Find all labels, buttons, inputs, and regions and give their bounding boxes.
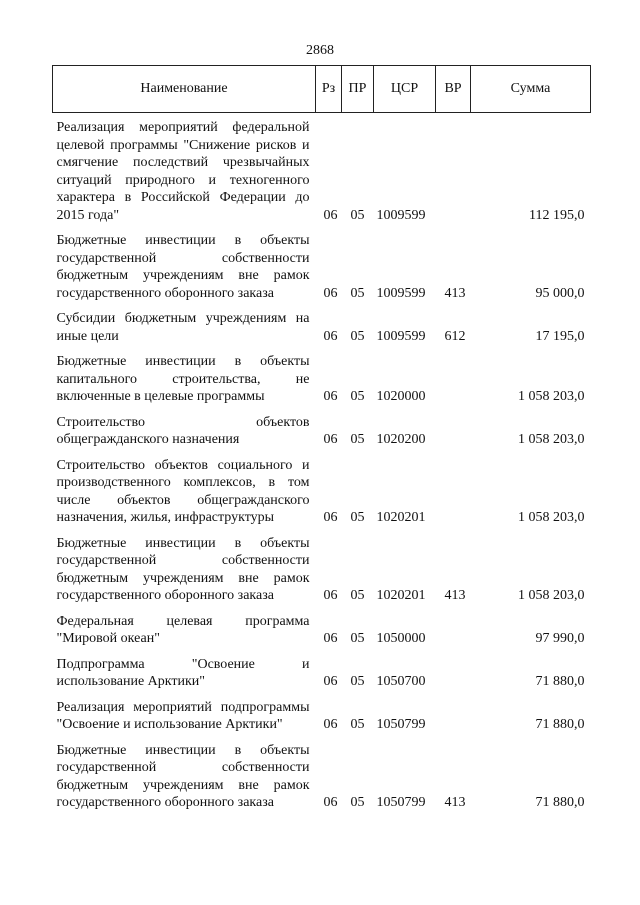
table-body (53, 113, 591, 820)
row-vr (436, 353, 471, 414)
row-pr: 05 (350, 285, 365, 301)
row-pr: 05 (350, 432, 365, 447)
row-vr (436, 457, 471, 535)
row-vr (436, 699, 471, 742)
row-rz: 06 (323, 285, 338, 301)
row-rz: 06 (323, 389, 338, 404)
row-sum: 1 058 203,0 (518, 510, 585, 525)
row-name: Строительство объектов общегражданского назначения (56, 414, 310, 447)
row-pr: 05 (350, 510, 365, 525)
table-row (53, 613, 591, 656)
table-row (53, 535, 591, 613)
row-name: Подпрограмма "Освоение и использование Арктики" (56, 656, 310, 689)
row-rz: 06 (323, 510, 338, 525)
row-rz: 06 (323, 328, 338, 344)
table-header (53, 66, 591, 113)
row-rz: 06 (323, 588, 338, 603)
row-name: Бюджетные инвестиции в объекты государственной собственности бюджетным учреждениям вне рамок государственного оборонного заказа (56, 535, 310, 603)
row-vr: 413 (444, 588, 466, 603)
row-vr (436, 656, 471, 699)
row-rz: 06 (323, 432, 338, 447)
row-sum: 1 058 203,0 (518, 389, 585, 404)
row-sum: 71 880,0 (535, 717, 585, 732)
row-sum: 97 990,0 (535, 631, 585, 646)
row-pr: 05 (350, 207, 365, 223)
table-row (53, 113, 591, 233)
row-pr: 05 (350, 717, 365, 732)
header-sum: Сумма (471, 66, 591, 113)
row-sum: 71 880,0 (535, 674, 585, 689)
table-row (53, 353, 591, 414)
row-name: Федеральная целевая программа "Мировой океан" (56, 613, 310, 646)
row-vr: 413 (444, 795, 466, 810)
row-vr: 413 (444, 285, 466, 301)
row-csr: 1009599 (376, 207, 426, 223)
row-csr: 1050000 (376, 631, 426, 646)
row-name: Реализация мероприятий федеральной целевой программы "Снижение рисков и смягчение последствий чрезвычайных ситуаций природного и техногенного характера в Российской Федерации до 2015 года" (56, 120, 310, 223)
header-name: Наименование (53, 66, 316, 113)
row-csr: 1020201 (376, 588, 426, 603)
row-csr: 1020200 (376, 432, 426, 447)
row-vr: 612 (444, 328, 466, 344)
header-row (53, 66, 591, 113)
row-vr (436, 113, 471, 233)
row-sum: 95 000,0 (535, 285, 585, 301)
row-csr: 1020201 (376, 510, 426, 525)
row-pr: 05 (350, 328, 365, 344)
row-name: Реализация мероприятий подпрограммы "Освоение и использование Арктики" (56, 699, 310, 732)
row-sum: 1 058 203,0 (518, 432, 585, 447)
row-csr: 1009599 (376, 285, 426, 301)
row-sum: 112 195,0 (529, 207, 585, 223)
row-csr: 1050700 (376, 674, 426, 689)
row-rz: 06 (323, 207, 338, 223)
row-name: Бюджетные инвестиции в объекты государственной собственности бюджетным учреждениям вне рамок государственного оборонного заказа (56, 742, 310, 810)
row-vr (436, 613, 471, 656)
table-row (53, 232, 591, 310)
row-name: Бюджетные инвестиции в объекты государственной собственности бюджетным учреждениям вне рамок государственного оборонного заказа (56, 233, 310, 301)
row-name: Бюджетные инвестиции в объекты капитального строительства, не включенные в целевые программы (56, 354, 310, 404)
row-name: Строительство объектов социального и производственного комплексов, в том числе объектов общегражданского назначения, жилья, инфраструктуры (56, 457, 310, 525)
table-row (53, 742, 591, 820)
row-sum: 17 195,0 (535, 328, 585, 344)
row-pr: 05 (350, 674, 365, 689)
row-pr: 05 (350, 795, 365, 810)
header-csr: ЦСР (374, 66, 436, 113)
row-csr: 1020000 (376, 389, 426, 404)
row-pr: 05 (350, 389, 365, 404)
page-number: 2868 (306, 43, 334, 58)
table-row (53, 457, 591, 535)
row-pr: 05 (350, 588, 365, 603)
row-pr: 05 (350, 631, 365, 646)
table-row (53, 699, 591, 742)
row-sum: 71 880,0 (535, 795, 585, 810)
row-csr: 1009599 (376, 328, 426, 344)
row-vr (436, 414, 471, 457)
row-rz: 06 (323, 631, 338, 646)
row-rz: 06 (323, 795, 338, 810)
header-rz: Рз (316, 66, 342, 113)
header-pr: ПР (342, 66, 374, 113)
row-rz: 06 (323, 674, 338, 689)
row-rz: 06 (323, 717, 338, 732)
header-vr: ВР (436, 66, 471, 113)
table-row (53, 656, 591, 699)
budget-table (52, 65, 591, 820)
row-csr: 1050799 (376, 717, 426, 732)
table-row (53, 414, 591, 457)
row-name: Субсидии бюджетным учреждениям на иные цели (56, 311, 310, 344)
table-row (53, 310, 591, 353)
row-sum: 1 058 203,0 (518, 588, 585, 603)
row-csr: 1050799 (376, 795, 426, 810)
